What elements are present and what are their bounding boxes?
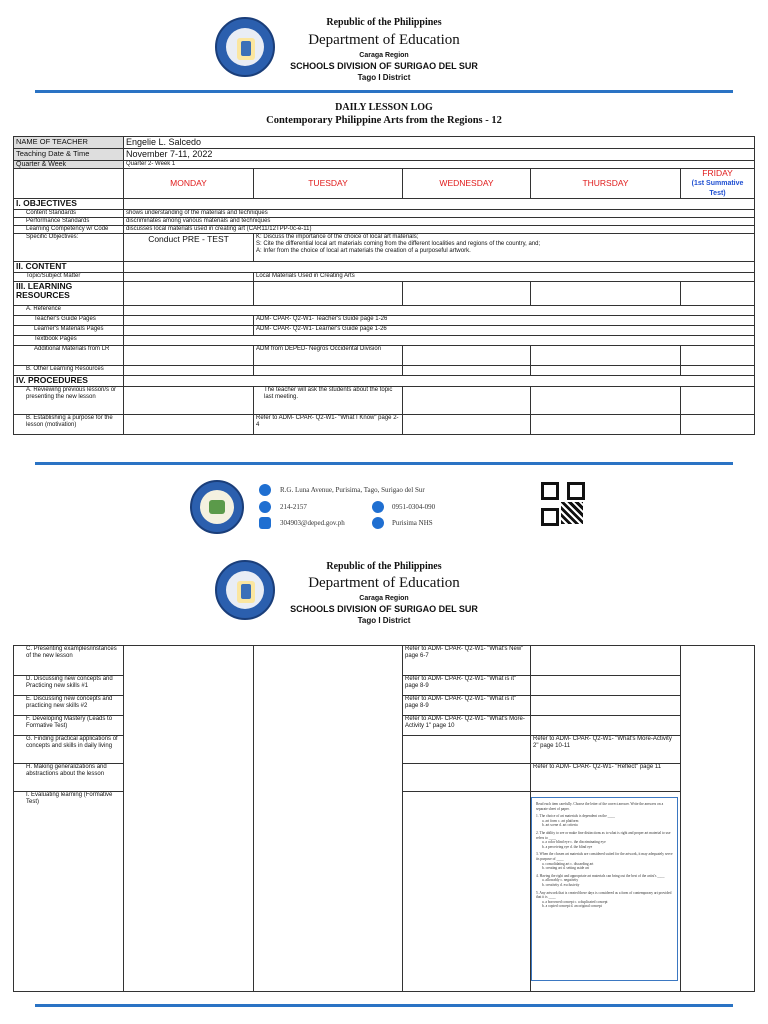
footer-mobile: 0951-0304-090 — [392, 503, 436, 511]
additional-materials: ADM from DEPED- Negros Occidental Division — [254, 346, 403, 366]
content-standards-label: Content Standards — [14, 210, 124, 218]
quiz-q1-a: a. art form c. art platform — [542, 818, 579, 823]
republic-text: Republic of the Philippines — [326, 17, 442, 28]
procedure-f-label: F. Developing Mastery (Leads to Formative Test) — [14, 716, 124, 736]
performance-standards: discriminates among various materials and techniques — [124, 218, 755, 226]
location-icon — [259, 484, 271, 496]
objective-k: K: Discuss the importance of the choice of local art materials; — [256, 234, 419, 240]
specific-objectives — [254, 234, 755, 262]
footer-phone: 214-2157 — [280, 503, 307, 511]
tg-label: Teacher's Guide Pages — [14, 316, 124, 326]
department-title-page2: Department of Education — [308, 575, 460, 591]
objectives-heading: I. OBJECTIVES — [14, 199, 124, 210]
day-friday — [681, 169, 755, 199]
objective-a: A: Infer from the choice of local art materials the creation of a purposeful artwork. — [256, 248, 471, 254]
quarter-label: Quarter & Week — [14, 161, 124, 169]
quiz-q5-b: b. a copied concept d. an original concept — [542, 904, 602, 909]
department-title: Department of Education — [308, 32, 460, 48]
republic-text-page2: Republic of the Philippines — [326, 561, 442, 572]
quiz-q3-a: a. consolidating art c. discarding art — [542, 861, 594, 866]
procedure-c-label: C. Presenting examples/instances of the new lesson — [14, 646, 124, 676]
qr-code — [541, 482, 585, 526]
bottom-divider — [35, 1004, 733, 1007]
content-heading: II. CONTENT — [14, 262, 124, 273]
quiz-q2: 2. The ability to see or make fine distinctions as to what is right and proper art material to use refers to ____ — [536, 830, 671, 840]
procedure-d-label: D. Discussing new concepts and Practicing new skills #1 — [14, 676, 124, 696]
phone-icon — [259, 501, 271, 513]
quiz-q5: 5. Any artwork that is created these days is considered as a form of contemporary art provided that it is ____ — [536, 890, 672, 900]
procedure-c-wednesday: Refer to ADM- CPAR- Q2-W1- "What's New" page 6-7 — [403, 646, 531, 676]
procedure-b-tuesday: Refer to ADM- CPAR- Q2-W1- "What I Know" page 2-4 — [254, 415, 403, 435]
quiz-q2-b: b. a perceiving eye d. the blind eye — [542, 844, 593, 849]
quiz-q4-a: a. allowably c. negativity — [542, 878, 579, 883]
footer-facebook: Purisima NHS — [392, 519, 433, 527]
quiz-q3: 3. When the chosen art materials are considered suited for the artwork, it may adequately serve its purpose of ____ — [536, 852, 673, 861]
division-text: SCHOOLS DIVISION OF SURIGAO DEL SUR — [290, 61, 478, 71]
teachers-guide-pages: ADM- CPAR- Q2-W1- Teacher's Guide page 1-26 — [254, 316, 755, 326]
procedure-h-label: H. Making generalizations and abstractions about the lesson — [14, 764, 124, 792]
day-wednesday: WEDNESDAY — [403, 169, 531, 199]
district-text: Tago I District — [357, 73, 411, 82]
teaching-date: November 7-11, 2022 — [124, 149, 755, 161]
procedure-g-label: G. Finding practical applications of concepts and skills in daily living — [14, 736, 124, 764]
procedure-e-label: E. Discussing new concepts and practicing new skills #2 — [14, 696, 124, 716]
facebook-icon — [372, 517, 384, 529]
day-monday: MONDAY — [124, 169, 254, 199]
procedure-f-wednesday: Refer to ADM- CPAR- Q2-W1- "What's More-Activity 1" page 10 — [403, 716, 531, 736]
quarter-week: Quarter 2- Week 1 — [124, 161, 755, 169]
quiz-q1-b: b. art scene d. art criteria — [542, 823, 578, 828]
procedure-a-label: A. Reviewing previous lesson/s or presenting the new lesson — [14, 387, 124, 415]
district-text-page2: Tago I District — [357, 616, 411, 625]
topic-label: Topic/Subject Matter — [14, 273, 124, 282]
resources-heading: III. LEARNING RESOURCES — [14, 282, 124, 306]
footer-email: 304903@deped.gov.ph — [280, 519, 345, 527]
teacher-name: Engelie L. Salcedo — [124, 137, 755, 149]
mobile-icon — [372, 501, 384, 513]
quiz-q2-a: a. a color blind eye c. the discriminating eye — [542, 840, 606, 845]
footer-address: R.G. Luna Avenue, Purisima, Tago, Surigao del Sur — [280, 486, 425, 494]
procedure-a-tuesday: The teacher will ask the students about the topic last meeting. — [254, 387, 403, 415]
date-label: Teaching Date & Time — [14, 149, 124, 161]
procedures-heading: IV. PROCEDURES — [14, 376, 124, 387]
day-tuesday: TUESDAY — [254, 169, 403, 199]
region-text-page2: Caraga Region — [359, 595, 409, 602]
reference-label: A. Reference — [14, 306, 124, 316]
other-resources-label: B. Other Learning Resources — [14, 366, 124, 376]
day-thursday: THURSDAY — [531, 169, 681, 199]
topic-subject: Local Materials Used in Creating Arts — [254, 273, 755, 282]
school-logo — [190, 480, 244, 534]
header-divider — [35, 90, 733, 93]
lm-label: Learner's Materials Pages — [14, 326, 124, 336]
division-text-page2: SCHOOLS DIVISION OF SURIGAO DEL SUR — [290, 604, 478, 614]
procedure-i-label: I. Evaluating learning (Formative Test) — [14, 792, 124, 992]
procedure-e-wednesday: Refer to ADM- CPAR- Q2-W1- "What is it" page 8-9 — [403, 696, 531, 716]
friday-label: FRIDAY — [702, 168, 733, 178]
friday-note: (1st Summative Test) — [691, 180, 744, 197]
footer-divider — [35, 462, 733, 465]
quiz-q3-b: b. creating art d. setting aside art — [542, 866, 589, 871]
quiz-q1: 1. The choice of art materials is dependent on the ____ — [536, 814, 615, 819]
procedure-b-label: B. Establishing a purpose for the lesson (motivation) — [14, 415, 124, 435]
specific-objectives-label: Specific Objectives: — [14, 234, 124, 262]
procedure-d-wednesday: Refer to ADM- CPAR- Q2-W1- "What is it" page 8-9 — [403, 676, 531, 696]
learners-materials-pages: ADM- CPAR- Q2-W1- Learner's Guide page 1-26 — [254, 326, 755, 336]
formative-test-sheet — [531, 797, 678, 981]
region-text: Caraga Region — [359, 52, 409, 59]
day-header-blank — [14, 169, 124, 199]
procedure-g-thursday: Refer to ADM- CPAR- Q2-W1- "What's More-Activity 2" page 10-11 — [531, 736, 681, 764]
objective-s: S: Cite the differential local art materials coming from the different localities and regions of the country, and; — [256, 241, 541, 247]
quiz-q5-a: a. a borrowed concept c. a duplicated concept — [542, 899, 608, 904]
pretest-text: Conduct PRE - TEST — [124, 234, 254, 262]
competency-label: Learning Competency w/ Code — [14, 226, 124, 234]
performance-standards-label: Performance Standards — [14, 218, 124, 226]
quiz-q4-b: b. creativity d. exclusivity — [542, 882, 580, 887]
procedure-h-thursday: Refer to ADM- CPAR- Q2-W1- "Reflect" page 11 — [531, 764, 681, 792]
teacher-label: NAME OF TEACHER — [14, 137, 124, 149]
quiz-q4: 4. Having the right and appropriate art materials can bring out the best of the artist's ____ — [536, 873, 665, 878]
quiz-instructions: Read each item carefully. Choose the letter of the correct answer. Write the answers on a separate sheet of paper. — [536, 802, 664, 811]
content-standards: shows understanding of the materials and techniques — [124, 210, 755, 218]
log-title: DAILY LESSON LOG — [335, 102, 433, 113]
learning-competency: discusses local materials used in creating art (CAR11/12TPP-0c-e-11) — [124, 226, 755, 234]
textbook-label: Textbook Pages — [14, 336, 124, 346]
log-subject: Contemporary Philippine Arts from the Regions - 12 — [266, 115, 502, 126]
email-icon — [259, 517, 271, 529]
daily-lesson-log-table — [13, 136, 755, 435]
alr-label: Additional Materials from LR — [14, 346, 124, 366]
